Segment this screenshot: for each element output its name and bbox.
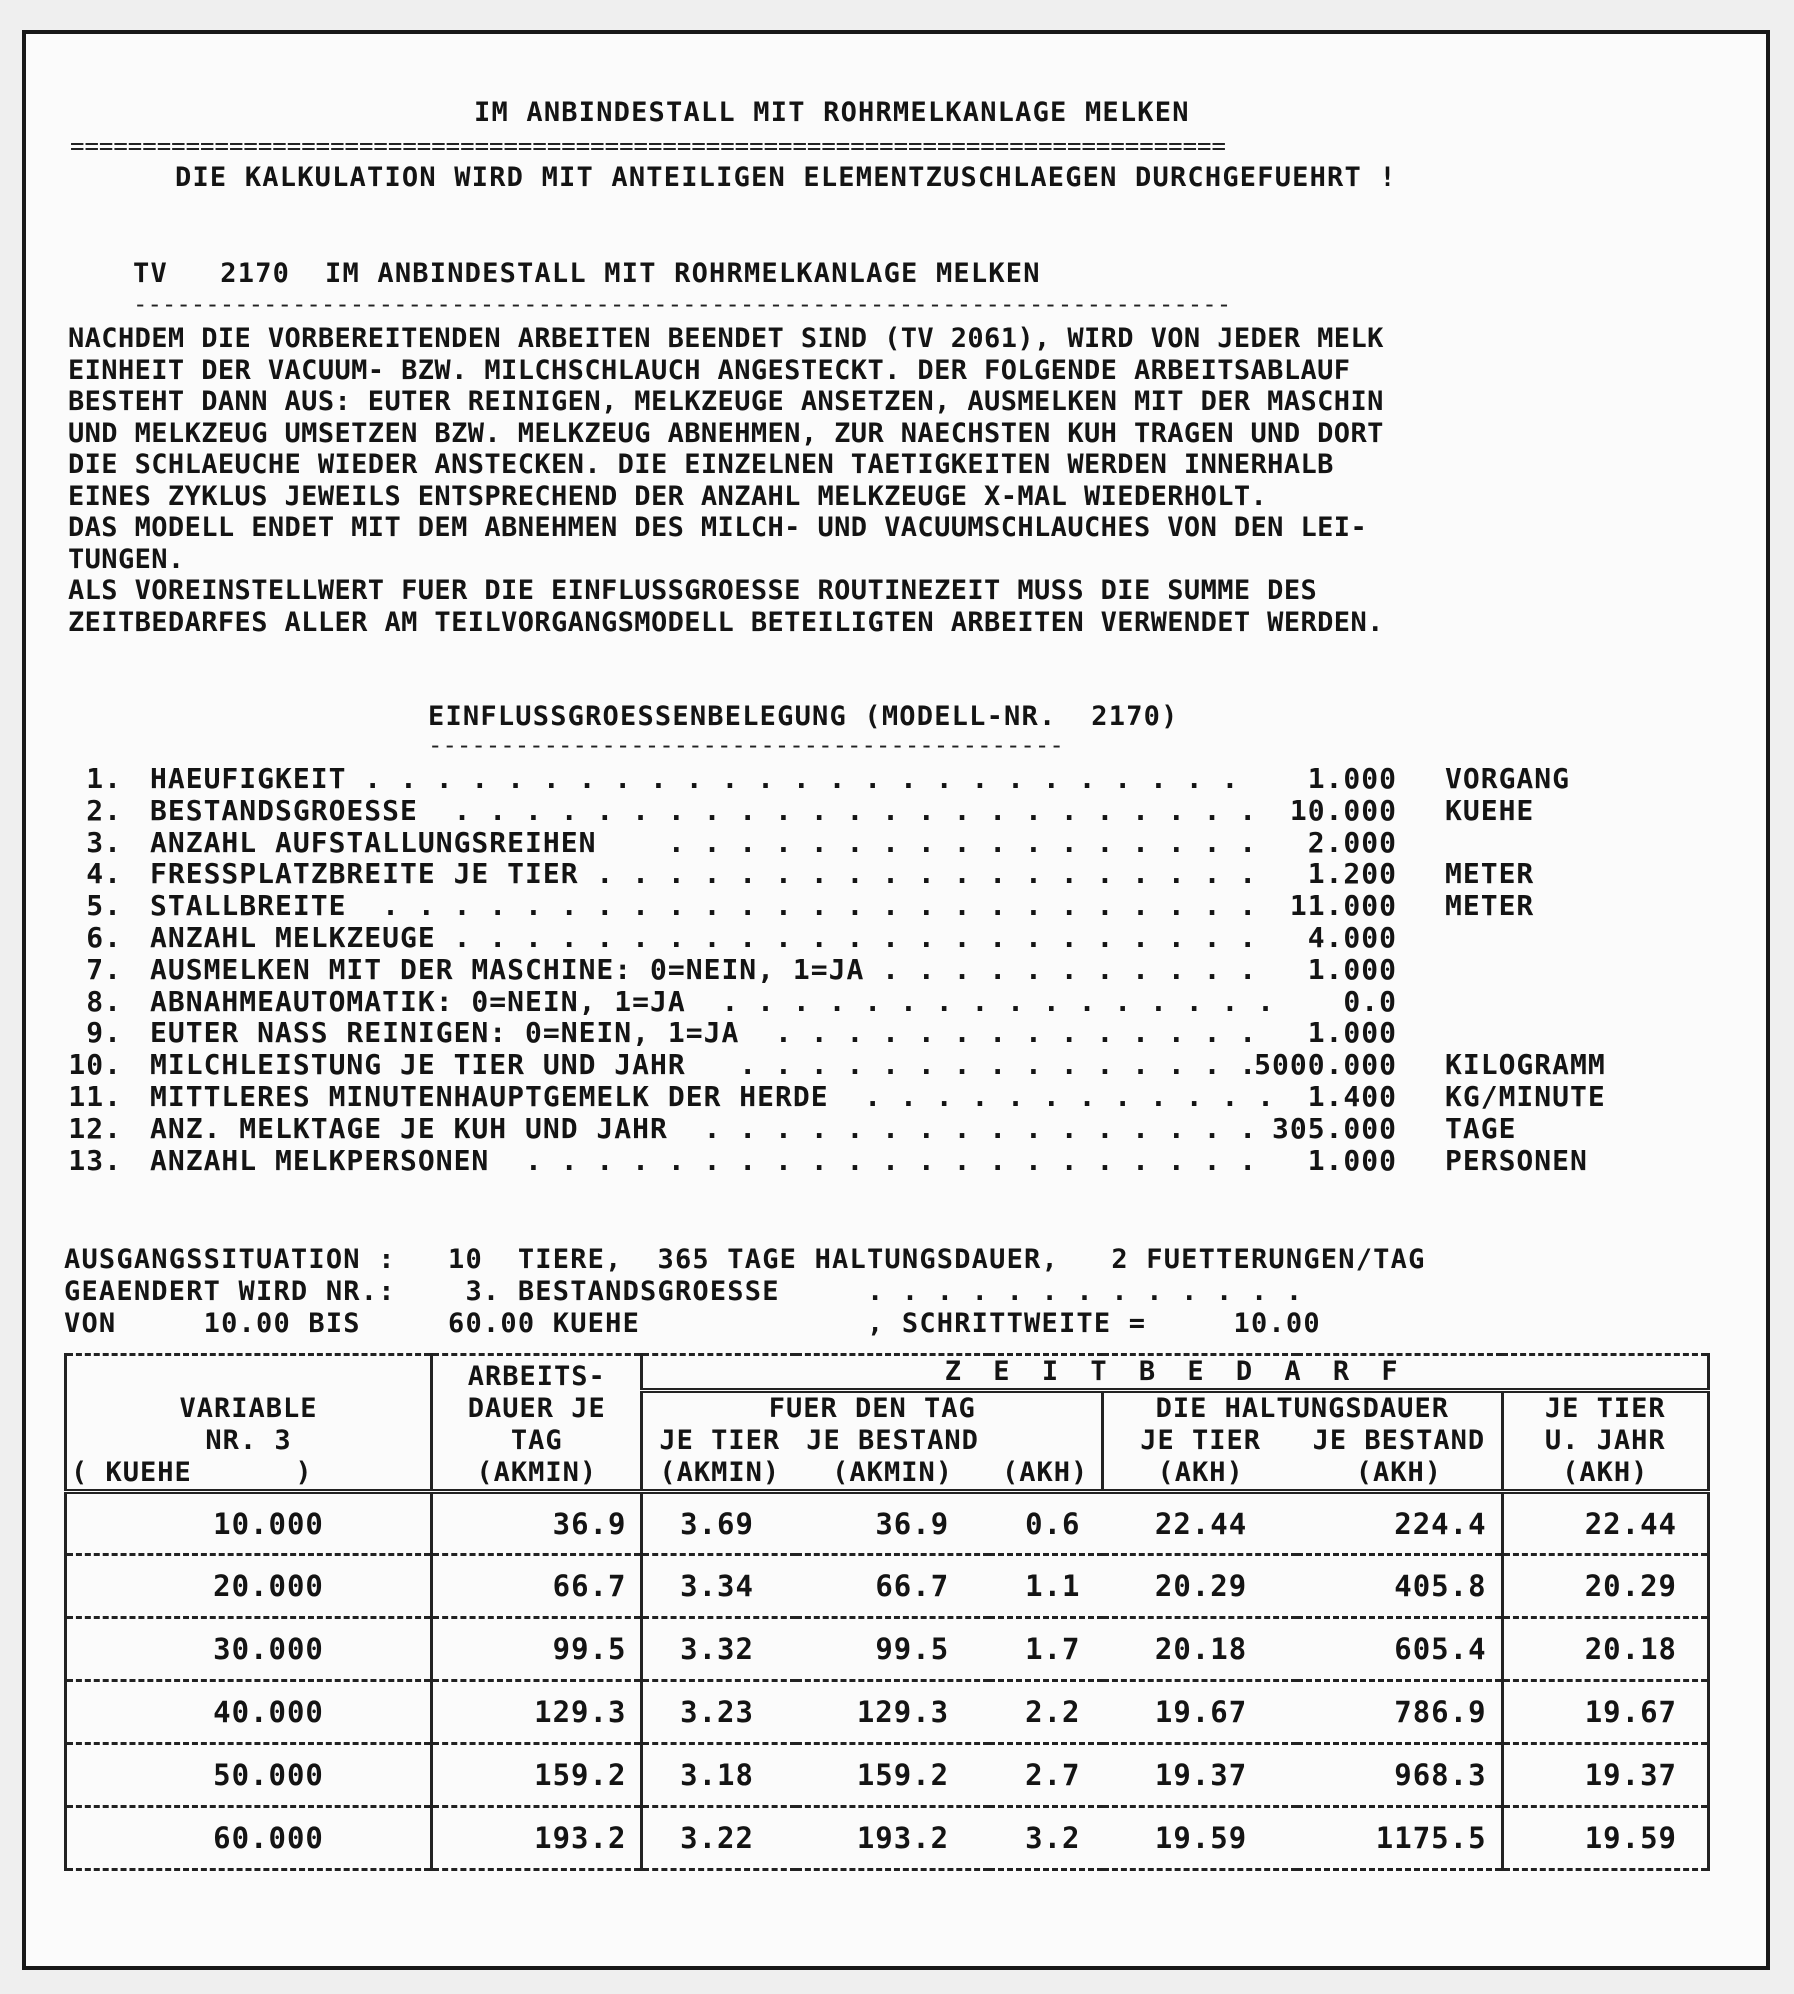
param-unit: PERSONEN xyxy=(1445,1143,1588,1177)
cell-halt-je-bestand: 786.9 xyxy=(1394,1695,1487,1729)
param-value: 1.000 xyxy=(1307,952,1397,986)
cell-tag-akh: 1.7 xyxy=(1025,1632,1081,1666)
cell-arbeitsdauer: 36.9 xyxy=(432,1492,642,1555)
param-row xyxy=(62,1048,1606,1082)
cell-tag-akh: 0.6 xyxy=(1025,1506,1081,1541)
cell-arbeitsdauer: 99.5 xyxy=(432,1618,642,1681)
param-num: 3. xyxy=(86,825,122,859)
cell-tag-je-bestand: 129.3 xyxy=(856,1695,950,1729)
cell-tag-je-bestand: 159.2 xyxy=(856,1758,950,1792)
header-tag-akh-l1 xyxy=(989,1425,1101,1457)
header-variable xyxy=(66,1355,432,1492)
param-label: HAEUFIGKEIT . . . . . . . . . . . . . . . . . . . . . . . . . xyxy=(150,762,1240,795)
cell-arbeitsdauer: 129.3 xyxy=(432,1681,642,1744)
description-line: EINHEIT DER VACUUM- BZW. MILCHSCHLAUCH ANGESTECKT. DER FOLGENDE ARBEITSABLAUF xyxy=(68,354,1351,386)
header-halt-best-l2: (AKH) xyxy=(1355,1457,1443,1488)
param-value: 1.000 xyxy=(1307,1143,1397,1177)
cell-halt-je-bestand: 224.4 xyxy=(1394,1506,1487,1541)
param-value: 1.400 xyxy=(1307,1079,1397,1113)
param-row xyxy=(62,954,1602,986)
cell-tag-je-bestand: 99.5 xyxy=(875,1632,950,1666)
param-unit: KG/MINUTE xyxy=(1445,1079,1606,1113)
cell-halt-je-tier: 20.29 xyxy=(1154,1569,1248,1603)
description-line: DAS MODELL ENDET MIT DEM ABNEHMEN DES MILCH- UND VACUUMSCHLAUCHES VON DEN LEI- xyxy=(68,512,1368,543)
param-row xyxy=(62,858,1602,890)
param-value: 305.000 xyxy=(1271,1111,1397,1145)
param-label: FRESSPLATZBREITE JE TIER . . . . . . . . . . . . . . . . . . . xyxy=(150,857,1258,891)
cell-variable: 50.000 xyxy=(66,1744,432,1807)
param-row xyxy=(62,795,1602,827)
param-row xyxy=(62,827,1602,859)
cell-tag-je-tier: 3.34 xyxy=(680,1569,754,1603)
param-num: 8. xyxy=(86,984,122,1018)
param-label: MITTLERES MINUTENHAUPTGEMELK DER HERDE . . . . . . . . . . . . xyxy=(150,1079,1276,1113)
header-je-tier-jahr xyxy=(1502,1391,1708,1492)
param-row xyxy=(62,1079,1606,1113)
description-line: TUNGEN. xyxy=(68,543,185,575)
header-fuer-den-tag: FUER DEN TAG xyxy=(642,1391,1103,1426)
param-unit: TAGE xyxy=(1445,1111,1517,1145)
param-num: 2. xyxy=(86,793,122,827)
title-rule: ================================================================================ xyxy=(70,138,1226,154)
param-num: 11. xyxy=(68,1079,122,1113)
cell-tag-akh: 2.7 xyxy=(1025,1758,1081,1792)
description-line: NACHDEM DIE VORBEREITENDEN ARBEITEN BEENDET SIND (TV 2061), WIRD VON JEDER MELK xyxy=(68,323,1384,354)
param-row xyxy=(62,986,1602,1018)
cell-halt-je-bestand: 605.4 xyxy=(1394,1632,1487,1666)
param-num: 12. xyxy=(68,1111,122,1145)
cell-arbeitsdauer: 66.7 xyxy=(432,1555,642,1618)
param-row xyxy=(62,1017,1602,1049)
cell-tag-je-tier: 3.69 xyxy=(680,1506,754,1541)
cell-je-tier-jahr: 22.44 xyxy=(1502,1492,1708,1555)
header-variable-line3: ( KUEHE ) xyxy=(71,1457,313,1488)
header-arb-line3: TAG xyxy=(510,1425,563,1456)
cell-je-tier-jahr: 19.59 xyxy=(1502,1807,1708,1870)
param-num: 13. xyxy=(68,1143,122,1177)
cell-tag-akh: 1.1 xyxy=(1025,1569,1081,1603)
situation-line-3: VON 10.00 BIS 60.00 KUEHE , SCHRITTWEITE = 10.00 xyxy=(64,1308,1321,1339)
param-unit: VORGANG xyxy=(1445,762,1571,795)
params-rule: -------------------------------------------- xyxy=(428,737,1064,753)
param-value: 2.000 xyxy=(1307,825,1397,859)
results-table xyxy=(64,1353,1710,1871)
param-label: ANZAHL MELKZEUGE . . . . . . . . . . . . . . . . . . . . . . . xyxy=(150,920,1258,954)
header-arb-line2: DAUER JE xyxy=(467,1393,606,1424)
param-unit: KUEHE xyxy=(1445,793,1535,827)
table-row xyxy=(66,1555,1709,1618)
param-label: MILCHLEISTUNG JE TIER UND JAHR . . . . . . . . . . . . . . . xyxy=(150,1048,1258,1082)
param-num: 4. xyxy=(86,857,122,891)
page-subtitle: DIE KALKULATION WIRD MIT ANTEILIGEN ELEMENTZUSCHLAEGEN DURCHGEFUEHRT ! xyxy=(175,162,1397,193)
param-num: 6. xyxy=(86,920,122,954)
cell-variable: 40.000 xyxy=(66,1681,432,1744)
situation-line-2: GEAENDERT WIRD NR.: 3. BESTANDSGROESSE . . . . . . . . . . . . . xyxy=(64,1276,1304,1307)
cell-je-tier-jahr: 20.18 xyxy=(1502,1618,1708,1681)
param-label: EUTER NASS REINIGEN: 0=NEIN, 1=JA . . . . . . . . . . . . . . xyxy=(150,1016,1258,1050)
cell-halt-je-tier: 20.18 xyxy=(1154,1632,1248,1666)
header-arb-line1: ARBEITS- xyxy=(467,1361,606,1392)
param-num: 10. xyxy=(68,1048,122,1082)
header-zeitbedarf: Z E I T B E D A R F xyxy=(642,1355,1709,1391)
param-label: STALLBREITE . . . . . . . . . . . . . . . . . . . . . . . . . xyxy=(150,889,1258,923)
table-row xyxy=(66,1681,1709,1744)
param-unit: KILOGRAMM xyxy=(1445,1048,1606,1082)
cell-je-tier-jahr: 20.29 xyxy=(1502,1555,1708,1618)
table-row xyxy=(66,1492,1709,1555)
param-label: AUSMELKEN MIT DER MASCHINE: 0=NEIN, 1=JA . . . . . . . . . . . xyxy=(150,952,1258,986)
cell-tag-je-bestand: 66.7 xyxy=(875,1569,950,1603)
cell-tag-je-tier: 3.18 xyxy=(680,1758,754,1792)
description-line: ZEITBEDARFES ALLER AM TEILVORGANGSMODELL BETEILIGTEN ARBEITEN VERWENDET WERDEN. xyxy=(68,606,1384,638)
cell-halt-je-tier: 19.67 xyxy=(1154,1695,1248,1729)
param-num: 7. xyxy=(86,952,122,986)
params-list xyxy=(62,762,1606,1177)
tv-heading: TV 2170 IM ANBINDESTALL MIT ROHRMELKANLAGE MELKEN xyxy=(133,258,1041,289)
param-row xyxy=(62,922,1602,954)
cell-tag-je-tier: 3.22 xyxy=(680,1821,754,1855)
cell-arbeitsdauer: 193.2 xyxy=(432,1807,642,1870)
header-halt-tier-l2: (AKH) xyxy=(1157,1457,1244,1488)
table-row xyxy=(66,1744,1709,1807)
table-row xyxy=(66,1618,1709,1681)
description-line: ALS VOREINSTELLWERT FUER DIE EINFLUSSGROESSE ROUTINEZEIT MUSS DIE SUMME DES xyxy=(68,575,1318,606)
cell-variable: 20.000 xyxy=(66,1555,432,1618)
param-num: 5. xyxy=(86,889,122,923)
cell-je-tier-jahr: 19.67 xyxy=(1502,1681,1708,1744)
cell-arbeitsdauer: 159.2 xyxy=(432,1744,642,1807)
cell-je-tier-jahr: 19.37 xyxy=(1502,1744,1708,1807)
description-text xyxy=(68,323,1748,638)
param-value: 10.000 xyxy=(1289,793,1397,827)
header-tag-best-l2: (AKMIN) xyxy=(832,1457,953,1488)
header-halt-tier-l1: JE TIER xyxy=(1140,1425,1261,1456)
header-variable-line2: NR. 3 xyxy=(205,1425,292,1456)
cell-tag-je-tier: 3.32 xyxy=(680,1632,754,1666)
header-arbeitsdauer xyxy=(432,1355,642,1492)
header-tag-best-l1: JE BESTAND xyxy=(806,1425,979,1456)
param-value: 1.000 xyxy=(1307,762,1397,795)
header-jahr-line2: U. JAHR xyxy=(1544,1425,1666,1456)
header-tag-akh xyxy=(989,1425,1102,1492)
tv-rule: ---------------------------------------------------------------------------- xyxy=(133,296,1232,312)
header-tag-tier-l1: JE TIER xyxy=(659,1425,781,1456)
param-value: 4.000 xyxy=(1307,920,1397,954)
table-row xyxy=(66,1807,1709,1870)
header-haltungsdauer: DIE HALTUNGSDAUER xyxy=(1103,1391,1503,1426)
header-tag-tier xyxy=(642,1425,796,1492)
cell-halt-je-bestand: 405.8 xyxy=(1394,1569,1487,1603)
param-label: ANZAHL AUFSTALLUNGSREIHEN . . . . . . . . . . . . . . . . . xyxy=(150,825,1258,859)
table-header-row-1 xyxy=(66,1355,1709,1391)
param-value: 0.0 xyxy=(1343,984,1397,1018)
cell-variable: 60.000 xyxy=(66,1807,432,1870)
cell-halt-je-tier: 19.59 xyxy=(1154,1821,1248,1855)
param-value: 1.000 xyxy=(1307,1016,1397,1050)
param-unit: METER xyxy=(1445,857,1535,891)
header-tag-tier-l2: (AKMIN) xyxy=(659,1457,781,1488)
param-num: 9. xyxy=(86,1016,122,1050)
cell-halt-je-tier: 22.44 xyxy=(1154,1506,1248,1541)
cell-halt-je-bestand: 1175.5 xyxy=(1375,1821,1487,1855)
cell-halt-je-bestand: 968.3 xyxy=(1394,1758,1487,1792)
param-label: BESTANDSGROESSE . . . . . . . . . . . . . . . . . . . . . . . xyxy=(150,793,1258,827)
param-row xyxy=(62,890,1602,922)
cell-variable: 30.000 xyxy=(66,1618,432,1681)
param-value: 11.000 xyxy=(1289,889,1397,923)
header-halt-bestand xyxy=(1297,1425,1502,1492)
header-halt-tier xyxy=(1103,1425,1298,1492)
description-line: BESTEHT DANN AUS: EUTER REINIGEN, MELKZEUGE ANSETZEN, AUSMELKEN MIT DER MASCHIN xyxy=(68,386,1384,417)
param-num: 1. xyxy=(86,762,122,795)
param-unit: METER xyxy=(1445,889,1535,923)
situation-line-1: AUSGANGSSITUATION : 10 TIERE, 365 TAGE HALTUNGSDAUER, 2 FUETTERUNGEN/TAG xyxy=(64,1244,1426,1275)
param-label: ANZ. MELKTAGE JE KUH UND JAHR . . . . . . . . . . . . . . . . xyxy=(150,1111,1258,1145)
param-row xyxy=(62,1113,1602,1145)
params-title: EINFLUSSGROESSENBELEGUNG (MODELL-NR. 2170) xyxy=(428,701,1179,732)
cell-halt-je-tier: 19.37 xyxy=(1154,1758,1248,1792)
param-label: ANZAHL MELKPERSONEN . . . . . . . . . . . . . . . . . . . . . xyxy=(150,1143,1258,1177)
param-value: 1.200 xyxy=(1307,857,1397,891)
param-row xyxy=(62,763,1602,795)
description-line: UND MELKZEUG UMSETZEN BZW. MELKZEUG ABNEHMEN, ZUR NAECHSTEN KUH TRAGEN UND DORT xyxy=(68,417,1384,449)
header-arb-line4: (AKMIN) xyxy=(476,1457,598,1488)
cell-tag-je-tier: 3.23 xyxy=(680,1695,754,1729)
header-jahr-line3: (AKH) xyxy=(1562,1457,1649,1488)
cell-tag-je-bestand: 193.2 xyxy=(856,1821,950,1855)
results-table-body xyxy=(66,1492,1709,1870)
description-line: DIE SCHLAEUCHE WIEDER ANSTECKEN. DIE EINZELNEN TAETIGKEITEN WERDEN INNERHALB xyxy=(68,449,1334,480)
param-value: 5000.000 xyxy=(1254,1048,1397,1082)
description-line: EINES ZYKLUS JEWEILS ENTSPRECHEND DER ANZAHL MELKZEUGE X-MAL WIEDERHOLT. xyxy=(68,480,1268,512)
cell-tag-akh: 3.2 xyxy=(1025,1821,1081,1855)
header-jahr-line1: JE TIER xyxy=(1544,1393,1666,1424)
cell-variable: 10.000 xyxy=(66,1492,432,1555)
header-tag-bestand xyxy=(796,1425,989,1492)
param-label: ABNAHMEAUTOMATIK: 0=NEIN, 1=JA . . . . . . . . . . . . . . . . xyxy=(150,984,1276,1018)
header-variable-line1: VARIABLE xyxy=(179,1393,318,1424)
cell-tag-je-bestand: 36.9 xyxy=(875,1506,950,1541)
page-title: IM ANBINDESTALL MIT ROHRMELKANLAGE MELKEN xyxy=(474,97,1190,128)
cell-tag-akh: 2.2 xyxy=(1025,1695,1081,1729)
param-row xyxy=(62,1145,1602,1177)
header-tag-akh-l2: (AKH) xyxy=(1001,1457,1089,1488)
header-halt-best-l1: JE BESTAND xyxy=(1312,1425,1486,1456)
